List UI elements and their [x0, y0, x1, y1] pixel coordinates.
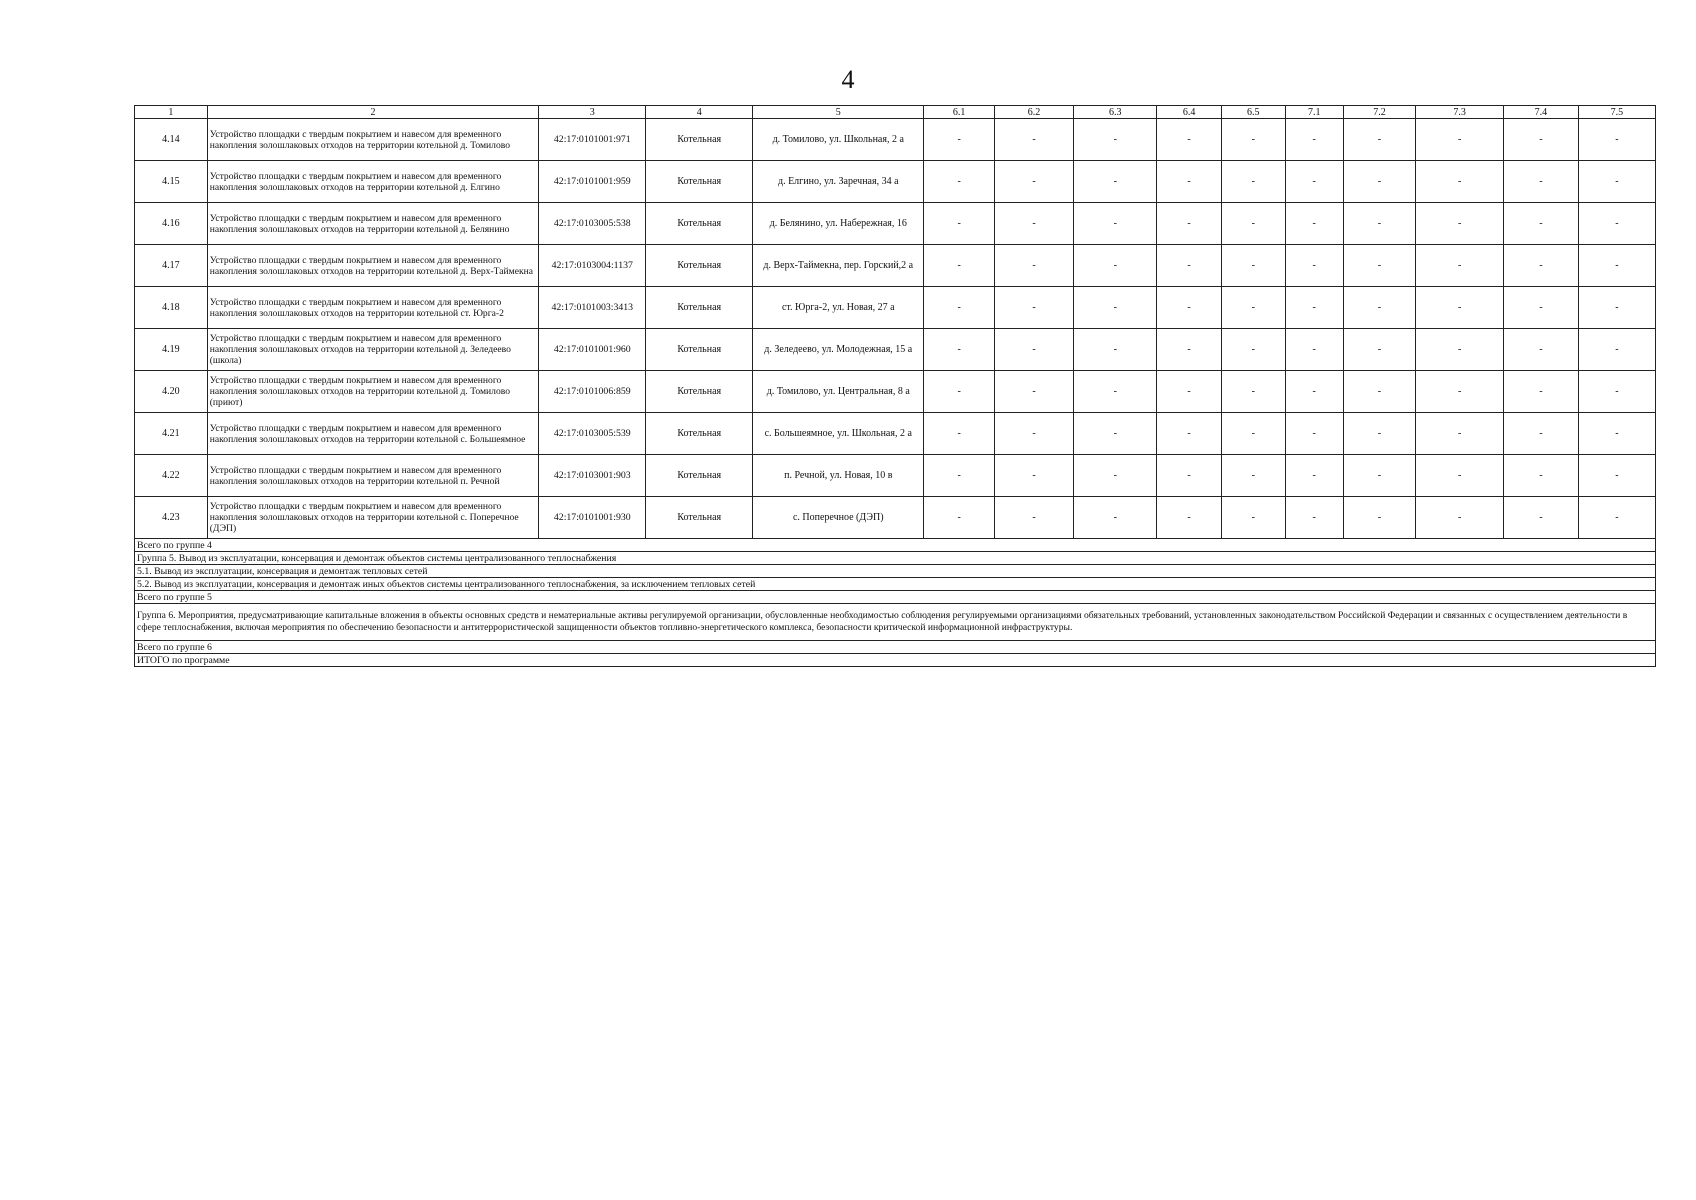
- value-cell: -: [924, 497, 995, 539]
- measure-name: Устройство площадки с твердым покрытием и навесом для временного накопления золошлаковых отходов на территории котельной д. Елгино: [207, 161, 539, 203]
- column-header: 1: [135, 106, 208, 119]
- summary-row: [135, 578, 1656, 591]
- cadastral-number: 42:17:0103001:903: [539, 455, 646, 497]
- value-cell: -: [1157, 329, 1221, 371]
- value-cell: -: [1504, 413, 1579, 455]
- value-cell: -: [1504, 119, 1579, 161]
- value-cell: -: [924, 203, 995, 245]
- value-cell: -: [1416, 119, 1504, 161]
- value-cell: -: [994, 329, 1073, 371]
- column-header: 7.1: [1285, 106, 1343, 119]
- value-cell: -: [1416, 245, 1504, 287]
- summary-group5-2: 5.2. Вывод из эксплуатации, консервация и демонтаж иных объектов системы централизованного теплоснабжения, за исключением тепловых сетей: [135, 578, 1656, 591]
- value-cell: -: [1343, 413, 1416, 455]
- column-header: 2: [207, 106, 539, 119]
- object-address: с. Поперечное (ДЭП): [753, 497, 924, 539]
- table-row: [135, 287, 1656, 329]
- table-row: [135, 413, 1656, 455]
- value-cell: -: [1221, 287, 1285, 329]
- value-cell: -: [924, 119, 995, 161]
- value-cell: -: [1285, 371, 1343, 413]
- value-cell: -: [1504, 329, 1579, 371]
- value-cell: -: [1285, 329, 1343, 371]
- measure-name: Устройство площадки с твердым покрытием и навесом для временного накопления золошлаковых отходов на территории котельной д. Зеледеево (школа): [207, 329, 539, 371]
- value-cell: -: [1221, 413, 1285, 455]
- value-cell: -: [994, 119, 1073, 161]
- summary-total-group4: Всего по группе 4: [135, 539, 1656, 552]
- summary-group5-title: Группа 5. Вывод из эксплуатации, консервация и демонтаж объектов системы централизованного теплоснабжения: [135, 552, 1656, 565]
- column-header: 6.1: [924, 106, 995, 119]
- value-cell: -: [1343, 119, 1416, 161]
- row-number: 4.17: [135, 245, 208, 287]
- value-cell: -: [1416, 455, 1504, 497]
- value-cell: -: [1221, 119, 1285, 161]
- value-cell: -: [1416, 371, 1504, 413]
- value-cell: -: [1221, 203, 1285, 245]
- value-cell: -: [1416, 203, 1504, 245]
- row-number: 4.23: [135, 497, 208, 539]
- value-cell: -: [1157, 119, 1221, 161]
- value-cell: -: [1504, 455, 1579, 497]
- table-row: [135, 497, 1656, 539]
- object-type: Котельная: [646, 161, 753, 203]
- value-cell: -: [1285, 119, 1343, 161]
- value-cell: -: [994, 287, 1073, 329]
- measure-name: Устройство площадки с твердым покрытием и навесом для временного накопления золошлаковых отходов на территории котельной д. Томилово (приют): [207, 371, 539, 413]
- object-address: с. Большеямное, ул. Школьная, 2 а: [753, 413, 924, 455]
- value-cell: -: [1416, 497, 1504, 539]
- value-cell: -: [1074, 329, 1157, 371]
- value-cell: -: [1157, 287, 1221, 329]
- table-row: [135, 119, 1656, 161]
- row-number: 4.21: [135, 413, 208, 455]
- measure-name: Устройство площадки с твердым покрытием и навесом для временного накопления золошлаковых отходов на территории котельной п. Речной: [207, 455, 539, 497]
- value-cell: -: [1285, 203, 1343, 245]
- value-cell: -: [1578, 245, 1655, 287]
- cadastral-number: 42:17:0101003:3413: [539, 287, 646, 329]
- cadastral-number: 42:17:0103004:1137: [539, 245, 646, 287]
- column-header: 7.2: [1343, 106, 1416, 119]
- row-number: 4.20: [135, 371, 208, 413]
- value-cell: -: [1578, 329, 1655, 371]
- value-cell: -: [994, 497, 1073, 539]
- value-cell: -: [924, 413, 995, 455]
- object-type: Котельная: [646, 497, 753, 539]
- value-cell: -: [1221, 161, 1285, 203]
- measure-name: Устройство площадки с твердым покрытием и навесом для временного накопления золошлаковых отходов на территории котельной д. Белянино: [207, 203, 539, 245]
- summary-group5-1: 5.1. Вывод из эксплуатации, консервация и демонтаж тепловых сетей: [135, 565, 1656, 578]
- summary-total-group5: Всего по группе 5: [135, 591, 1656, 604]
- row-number: 4.15: [135, 161, 208, 203]
- row-number: 4.22: [135, 455, 208, 497]
- column-header: 6.3: [1074, 106, 1157, 119]
- table-row: [135, 203, 1656, 245]
- value-cell: -: [924, 455, 995, 497]
- summary-row: [135, 654, 1656, 667]
- object-address: д. Елгино, ул. Заречная, 34 а: [753, 161, 924, 203]
- value-cell: -: [1074, 119, 1157, 161]
- measure-name: Устройство площадки с твердым покрытием и навесом для временного накопления золошлаковых отходов на территории котельной ст. Юрга-2: [207, 287, 539, 329]
- measure-name: Устройство площадки с твердым покрытием и навесом для временного накопления золошлаковых отходов на территории котельной д. Томилово: [207, 119, 539, 161]
- cadastral-number: 42:17:0101001:960: [539, 329, 646, 371]
- summary-program-total: ИТОГО по программе: [135, 654, 1656, 667]
- object-address: д. Томилово, ул. Центральная, 8 а: [753, 371, 924, 413]
- value-cell: -: [994, 245, 1073, 287]
- value-cell: -: [1578, 119, 1655, 161]
- value-cell: -: [1157, 161, 1221, 203]
- value-cell: -: [1157, 497, 1221, 539]
- value-cell: -: [1578, 371, 1655, 413]
- table-row: [135, 245, 1656, 287]
- value-cell: -: [1221, 455, 1285, 497]
- value-cell: -: [1504, 287, 1579, 329]
- value-cell: -: [1074, 245, 1157, 287]
- value-cell: -: [1416, 287, 1504, 329]
- value-cell: -: [994, 203, 1073, 245]
- value-cell: -: [1157, 245, 1221, 287]
- value-cell: -: [1504, 245, 1579, 287]
- value-cell: -: [1221, 245, 1285, 287]
- column-header: 6.5: [1221, 106, 1285, 119]
- value-cell: -: [1504, 371, 1579, 413]
- value-cell: -: [1578, 161, 1655, 203]
- value-cell: -: [924, 287, 995, 329]
- value-cell: -: [1157, 413, 1221, 455]
- object-type: Котельная: [646, 287, 753, 329]
- object-address: ст. Юрга-2, ул. Новая, 27 а: [753, 287, 924, 329]
- table-row: [135, 161, 1656, 203]
- object-type: Котельная: [646, 413, 753, 455]
- summary-total-group6: Всего по группе 6: [135, 641, 1656, 654]
- column-number-header: [135, 106, 1656, 119]
- table-row: [135, 371, 1656, 413]
- value-cell: -: [1343, 371, 1416, 413]
- table-body: [135, 106, 1656, 667]
- value-cell: -: [1285, 161, 1343, 203]
- object-type: Котельная: [646, 119, 753, 161]
- row-number: 4.19: [135, 329, 208, 371]
- value-cell: -: [1074, 287, 1157, 329]
- value-cell: -: [1578, 413, 1655, 455]
- object-type: Котельная: [646, 245, 753, 287]
- value-cell: -: [1578, 497, 1655, 539]
- value-cell: -: [1074, 161, 1157, 203]
- value-cell: -: [1343, 287, 1416, 329]
- summary-row: [135, 565, 1656, 578]
- summary-row: [135, 539, 1656, 552]
- summary-row: [135, 604, 1656, 641]
- row-number: 4.16: [135, 203, 208, 245]
- object-type: Котельная: [646, 371, 753, 413]
- value-cell: -: [1074, 203, 1157, 245]
- value-cell: -: [1578, 203, 1655, 245]
- value-cell: -: [924, 329, 995, 371]
- value-cell: -: [924, 161, 995, 203]
- value-cell: -: [1504, 203, 1579, 245]
- object-address: д. Белянино, ул. Набережная, 16: [753, 203, 924, 245]
- cadastral-number: 42:17:0103005:539: [539, 413, 646, 455]
- value-cell: -: [1157, 455, 1221, 497]
- object-address: п. Речной, ул. Новая, 10 в: [753, 455, 924, 497]
- value-cell: -: [1285, 497, 1343, 539]
- object-address: д. Верх-Таймекна, пер. Горский,2 а: [753, 245, 924, 287]
- value-cell: -: [1343, 329, 1416, 371]
- value-cell: -: [1578, 455, 1655, 497]
- value-cell: -: [1343, 161, 1416, 203]
- table-row: [135, 455, 1656, 497]
- object-type: Котельная: [646, 455, 753, 497]
- value-cell: -: [994, 161, 1073, 203]
- column-header: 7.4: [1504, 106, 1579, 119]
- cadastral-number: 42:17:0103005:538: [539, 203, 646, 245]
- value-cell: -: [1578, 287, 1655, 329]
- value-cell: -: [1416, 413, 1504, 455]
- value-cell: -: [1343, 245, 1416, 287]
- object-type: Котельная: [646, 329, 753, 371]
- value-cell: -: [1074, 455, 1157, 497]
- cadastral-number: 42:17:0101001:971: [539, 119, 646, 161]
- value-cell: -: [1343, 455, 1416, 497]
- summary-group6-title: Группа 6. Мероприятия, предусматривающие капитальные вложения в объекты основных средств и нематериальные активы регулируемой организации, обусловленные необходимостью соблюдения регулируемыми организациями обязательных требований, установленных законодательством Российской Федерации и связанных с осуществлением деятельности в сфере теплоснабжения, включая мероприятия по обеспечению безопасности и антитеррористической защищенности объектов топливно-энергетического комплекса, безопасности критической информационной инфраструктуры.: [135, 604, 1656, 641]
- column-header: 7.3: [1416, 106, 1504, 119]
- value-cell: -: [994, 455, 1073, 497]
- column-header: 6.2: [994, 106, 1073, 119]
- value-cell: -: [1074, 497, 1157, 539]
- value-cell: -: [1157, 203, 1221, 245]
- object-address: д. Томилово, ул. Школьная, 2 а: [753, 119, 924, 161]
- measure-name: Устройство площадки с твердым покрытием и навесом для временного накопления золошлаковых отходов на территории котельной с. Поперечное (ДЭП): [207, 497, 539, 539]
- row-number: 4.14: [135, 119, 208, 161]
- cadastral-number: 42:17:0101001:959: [539, 161, 646, 203]
- value-cell: -: [1074, 371, 1157, 413]
- cadastral-number: 42:17:0101001:930: [539, 497, 646, 539]
- cadastral-number: 42:17:0101006:859: [539, 371, 646, 413]
- object-address: д. Зеледеево, ул. Молодежная, 15 а: [753, 329, 924, 371]
- row-number: 4.18: [135, 287, 208, 329]
- table-row: [135, 329, 1656, 371]
- value-cell: -: [1285, 245, 1343, 287]
- value-cell: -: [994, 413, 1073, 455]
- value-cell: -: [1074, 413, 1157, 455]
- value-cell: -: [1285, 455, 1343, 497]
- measure-name: Устройство площадки с твердым покрытием и навесом для временного накопления золошлаковых отходов на территории котельной д. Верх-Таймекна: [207, 245, 539, 287]
- value-cell: -: [1343, 497, 1416, 539]
- column-header: 4: [646, 106, 753, 119]
- value-cell: -: [1416, 161, 1504, 203]
- value-cell: -: [1285, 287, 1343, 329]
- summary-row: [135, 591, 1656, 604]
- summary-row: [135, 641, 1656, 654]
- column-header: 6.4: [1157, 106, 1221, 119]
- column-header: 3: [539, 106, 646, 119]
- value-cell: -: [1416, 329, 1504, 371]
- summary-row: [135, 552, 1656, 565]
- investment-program-table: [134, 105, 1656, 667]
- value-cell: -: [1504, 497, 1579, 539]
- column-header: 7.5: [1578, 106, 1655, 119]
- value-cell: -: [1221, 371, 1285, 413]
- value-cell: -: [924, 245, 995, 287]
- value-cell: -: [1221, 329, 1285, 371]
- value-cell: -: [1504, 161, 1579, 203]
- value-cell: -: [924, 371, 995, 413]
- value-cell: -: [994, 371, 1073, 413]
- object-type: Котельная: [646, 203, 753, 245]
- value-cell: -: [1221, 497, 1285, 539]
- measure-name: Устройство площадки с твердым покрытием и навесом для временного накопления золошлаковых отходов на территории котельной с. Большеямное: [207, 413, 539, 455]
- page-number: 4: [841, 65, 855, 94]
- value-cell: -: [1285, 413, 1343, 455]
- value-cell: -: [1343, 203, 1416, 245]
- column-header: 5: [753, 106, 924, 119]
- value-cell: -: [1157, 371, 1221, 413]
